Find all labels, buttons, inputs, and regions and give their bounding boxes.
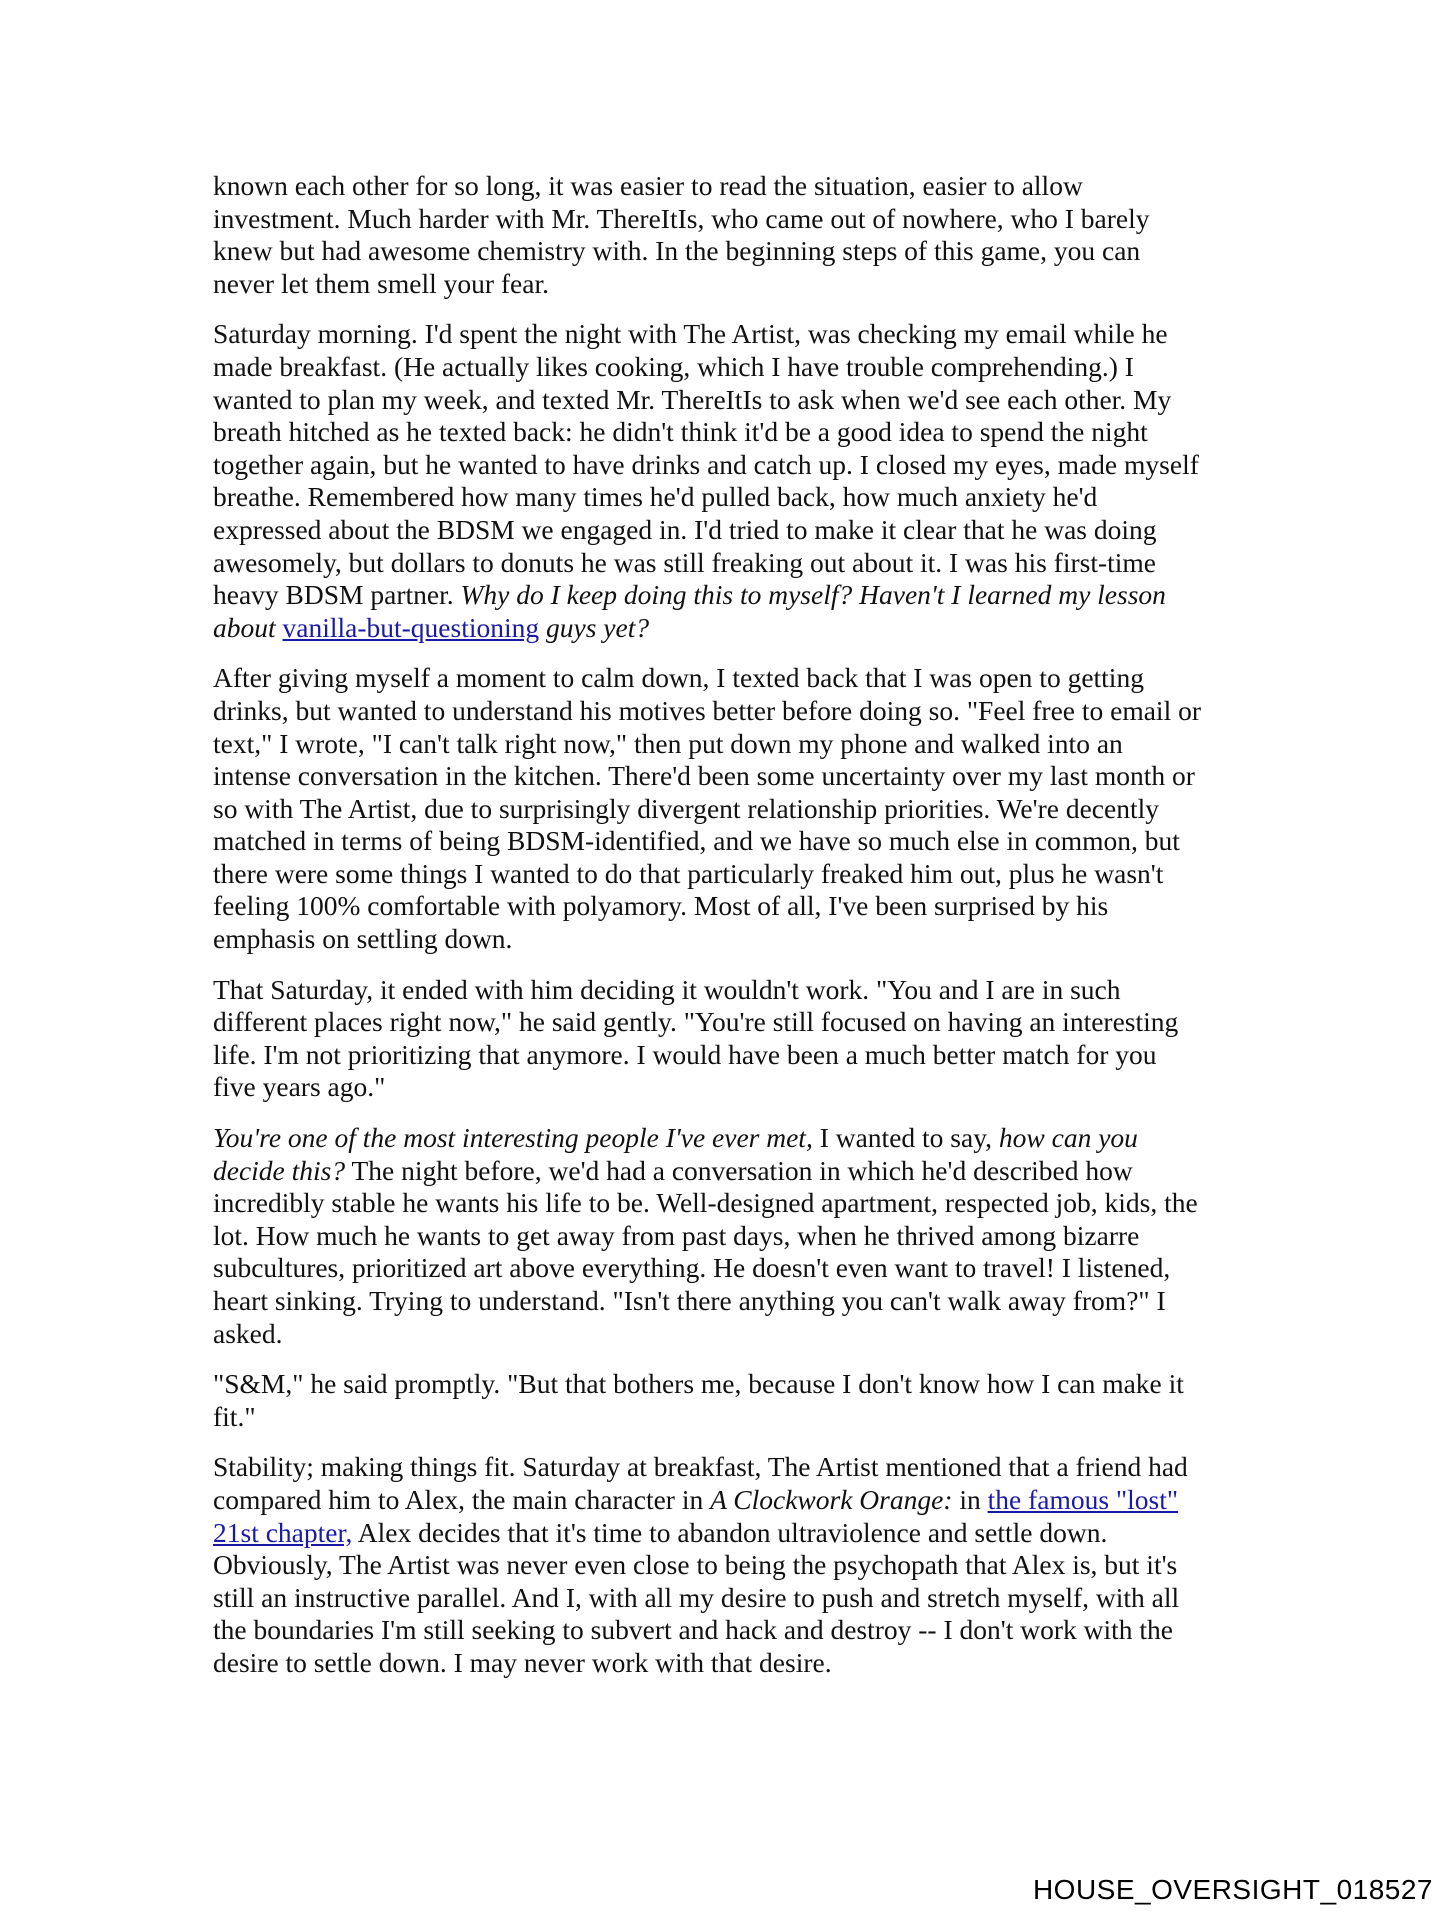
paragraph-7 xyxy=(213,1451,1243,1679)
text-line: different places right now," he said gently. "You're still focused on having an interesting xyxy=(213,1006,1179,1038)
text-line: drinks, but wanted to understand his motives better before doing so. "Feel free to email or xyxy=(213,694,1201,726)
text-line: never let them smell your fear. xyxy=(213,267,549,299)
text-line: subcultures, prioritized art above everything. He doesn't even want to travel! I listened, xyxy=(213,1252,1171,1284)
paragraph-3 xyxy=(213,662,1243,955)
text-run: I wanted to say, xyxy=(812,1122,999,1154)
text-line: heart sinking. Trying to understand. "Isn't there anything you can't walk away from?" I xyxy=(213,1285,1166,1316)
text-line: text," I wrote, "I can't talk right now," then put down my phone and walked into an xyxy=(213,727,1123,759)
text-line: together again, but he wanted to have drinks and catch up. I closed my eyes, made myself xyxy=(213,448,1199,480)
text-line: made breakfast. (He actually likes cooking, which I have trouble comprehending.) I xyxy=(213,350,1134,382)
text-line: known each other for so long, it was easier to read the situation, easier to allow xyxy=(213,170,1083,201)
italic-text: decide this? xyxy=(213,1154,346,1186)
text-line xyxy=(213,1484,1243,1517)
lost-chapter-link[interactable]: the famous "lost" xyxy=(987,1483,1179,1515)
paragraph-4 xyxy=(213,974,1243,1104)
text-line: Stability; making things fit. Saturday at breakfast, The Artist mentioned that a friend had xyxy=(213,1451,1188,1483)
paragraph-5 xyxy=(213,1122,1243,1350)
text-run: heavy BDSM partner. xyxy=(213,579,461,611)
text-line: wanted to plan my week, and texted Mr. ThereItIs to ask when we'd see each other. My xyxy=(213,383,1172,415)
italic-text: guys yet? xyxy=(539,611,650,643)
text-line: desire to settle down. I may never work with that desire. xyxy=(213,1646,832,1678)
text-line xyxy=(213,579,1243,612)
text-line: there were some things I wanted to do that particularly freaked him out, plus he wasn't xyxy=(213,857,1164,889)
italic-text: about xyxy=(213,611,283,643)
text-line: incredibly stable he wants his life to be. Well-designed apartment, respected job, kids, the xyxy=(213,1187,1198,1219)
text-line: intense conversation in the kitchen. There'd been some uncertainty over my last month or xyxy=(213,760,1195,792)
text-line xyxy=(213,1517,1243,1550)
text-line: awesomely, but dollars to donuts he was still freaking out about it. I was his first-time xyxy=(213,546,1156,578)
text-line xyxy=(213,1155,1243,1188)
text-line: After giving myself a moment to calm down, I texted back that I was open to getting xyxy=(213,662,1144,694)
text-line: so with The Artist, due to surprisingly divergent relationship priorities. We're decently xyxy=(213,792,1159,824)
italic-text: Why do I keep doing this to myself? Haven't I learned my lesson xyxy=(460,579,1166,611)
text-run: in xyxy=(952,1483,988,1515)
lost-chapter-link[interactable]: 21st chapter, xyxy=(213,1516,353,1548)
text-line: breathe. Remembered how many times he'd pulled back, how much anxiety he'd xyxy=(213,481,1098,513)
text-line: asked. xyxy=(213,1317,283,1349)
text-line: still an instructive parallel. And I, with all my desire to push and stretch myself, with all xyxy=(213,1581,1180,1613)
text-run: Alex decides that it's time to abandon ultraviolence and settle down. xyxy=(352,1516,1108,1548)
text-line: matched in terms of being BDSM-identified, and we have so much else in common, but xyxy=(213,825,1180,857)
text-line: breath hitched as he texted back: he didn't think it'd be a good idea to spend the night xyxy=(213,416,1148,448)
italic-text: how can you xyxy=(998,1122,1138,1154)
text-line: five years ago." xyxy=(213,1071,386,1103)
paragraph-1 xyxy=(213,170,1243,300)
text-line: Obviously, The Artist was never even close to being the psychopath that Alex is, but it's xyxy=(213,1549,1178,1581)
text-line: investment. Much harder with Mr. ThereItIs, who came out of nowhere, who I barely xyxy=(213,202,1150,234)
text-line: life. I'm not prioritizing that anymore. I would have been a much better match for you xyxy=(213,1038,1157,1070)
text-run: compared him to Alex, the main character in xyxy=(213,1483,711,1515)
text-line: expressed about the BDSM we engaged in. I'd tried to make it clear that he was doing xyxy=(213,513,1157,545)
document-body xyxy=(213,170,1243,1698)
text-run: The night before, we'd had a conversation in which he'd described how xyxy=(345,1154,1133,1186)
paragraph-2 xyxy=(213,318,1243,644)
text-line: emphasis on settling down. xyxy=(213,923,513,955)
text-line: feeling 100% comfortable with polyamory. Most of all, I've been surprised by his xyxy=(213,890,1109,922)
text-line xyxy=(213,612,1243,645)
text-line: That Saturday, it ended with him deciding it wouldn't work. "You and I are in such xyxy=(213,973,1121,1005)
text-line: "S&M," he said promptly. "But that bothers me, because I don't know how I can make it xyxy=(213,1368,1184,1400)
text-line: knew but had awesome chemistry with. In the beginning steps of this game, you can xyxy=(213,235,1141,267)
text-line: fit." xyxy=(213,1400,256,1432)
text-line: lot. How much he wants to get away from past days, when he thrived among bizarre xyxy=(213,1219,1140,1251)
document-id-footer: HOUSE_OVERSIGHT_018527 xyxy=(1032,1874,1433,1905)
text-line xyxy=(213,1122,1243,1155)
italic-text: You're one of the most interesting people I've ever met, xyxy=(213,1122,813,1154)
text-line: the boundaries I'm still seeking to subvert and hack and destroy -- I don't work with the xyxy=(213,1614,1173,1646)
text-line: Saturday morning. I'd spent the night with The Artist, was checking my email while he xyxy=(213,318,1168,350)
vanilla-but-questioning-link[interactable]: vanilla-but-questioning xyxy=(282,611,540,643)
italic-text: A Clockwork Orange: xyxy=(710,1483,953,1515)
paragraph-6 xyxy=(213,1368,1243,1433)
